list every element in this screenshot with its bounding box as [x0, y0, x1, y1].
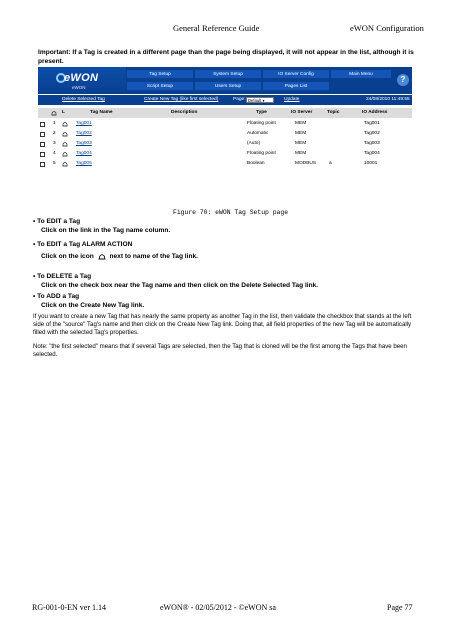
table-row	[38, 119, 412, 129]
table-row	[38, 159, 412, 169]
row-checkbox[interactable]	[40, 152, 45, 157]
col-description[interactable]: Description	[171, 110, 198, 115]
tag-type: (Auto)	[247, 141, 261, 146]
row-checkbox[interactable]	[40, 122, 45, 127]
page-select[interactable]: Default ▾	[246, 97, 274, 103]
tag-io-address: 10001	[364, 161, 378, 166]
add-tag-text: Click on the Create New Tag link.	[41, 302, 145, 309]
tag-type: Floating point	[247, 151, 276, 156]
tag-io-address: Tag003	[364, 141, 380, 146]
edit-tag-title: • To EDIT a Tag	[33, 218, 81, 225]
timestamp: 24/08/2010 11:49:55	[366, 97, 410, 102]
table-row	[38, 129, 412, 139]
delete-tag-text: Click on the check box near the Tag name and then click on the Delete Selected Tag link.	[41, 282, 319, 289]
add-tag-title: • To ADD a Tag	[33, 293, 80, 300]
help-icon[interactable]: ?	[397, 74, 409, 86]
row-number: 5	[53, 161, 56, 166]
nav-pages-list[interactable]: Pages List	[262, 81, 330, 91]
footer-doc-ref: RG-001-0-EN ver 1.14	[32, 603, 106, 612]
tag-io-server: MEM	[295, 131, 307, 136]
row-checkbox[interactable]	[40, 162, 45, 167]
row-number: 1	[53, 121, 56, 126]
page-label: Page:	[233, 97, 246, 102]
delete-selected-tag-link[interactable]: Delete Selected Tag	[62, 97, 105, 102]
edit-tag-section	[33, 217, 170, 235]
alarm-action-text-before: Click on the icon	[41, 253, 94, 260]
update-link[interactable]: Update	[284, 97, 300, 102]
alarm-action-icon[interactable]	[62, 141, 68, 147]
row-checkbox[interactable]	[40, 142, 45, 147]
figure-caption: Figure 70: eWON Tag Setup page	[173, 209, 289, 216]
tag-name-link[interactable]: Tag003	[76, 141, 92, 146]
table-row	[38, 139, 412, 149]
tag-io-server: MODBUS	[295, 161, 317, 166]
tag-name-link[interactable]: Tag005	[76, 161, 92, 166]
row-number: 3	[53, 141, 56, 146]
col-io-server[interactable]: IO Server	[291, 110, 313, 115]
tag-io-server: MEM	[295, 151, 307, 156]
nav-main-menu[interactable]: Main Menu	[330, 69, 392, 79]
row-number: 4	[53, 151, 56, 156]
tag-io-server: MEM	[295, 141, 307, 146]
table-row	[38, 149, 412, 159]
nav-system-setup[interactable]: System Setup	[194, 69, 262, 79]
col-type[interactable]: Type	[256, 110, 267, 115]
table-header	[38, 108, 412, 118]
alarm-action-icon[interactable]	[62, 161, 68, 167]
tag-name-link[interactable]: Tag001	[76, 121, 92, 126]
tag-setup-screenshot	[38, 67, 412, 175]
edit-tag-text: Click on the link in the Tag name column.	[41, 227, 171, 234]
tag-io-server: MEM	[295, 121, 307, 126]
tag-io-address: Tag001	[364, 121, 380, 126]
action-ribbon	[38, 95, 412, 105]
add-tag-section	[33, 292, 144, 310]
col-io-address[interactable]: IO Address	[362, 110, 388, 115]
nav-script-setup[interactable]: Script Setup	[126, 81, 194, 91]
alarm-action-line	[33, 252, 198, 261]
ewon-logo	[38, 67, 126, 94]
top-navigation-bar	[38, 67, 412, 94]
delete-tag-section	[33, 272, 318, 290]
logo-subtext: eWON	[72, 85, 86, 90]
page-select-value: Default	[248, 98, 262, 103]
col-l[interactable]: L	[62, 110, 65, 115]
tag-type: Boolean	[247, 161, 265, 166]
tag-io-address: Tag004	[364, 151, 380, 156]
tag-name-link[interactable]: Tag002	[76, 131, 92, 136]
footer-page-number: Page 77	[387, 603, 413, 612]
nav-users-setup[interactable]: Users Setup	[194, 81, 262, 91]
delete-tag-title: • To DELETE a Tag	[33, 273, 92, 280]
clone-tag-paragraph: If you want to create a new Tag that has nearly the same property as another Tag in the list, then validate the checkbox that stands at the left side of the "source" Tag's name and then click on the Create New Tag link. Doing that, all field properties of the new Tag will be automatically filled with the selected Tag's properties.	[33, 313, 412, 336]
footer-copyright: eWON® - 02/05/2012 - ©eWON sa	[160, 603, 276, 612]
tag-name-link[interactable]: Tag004	[76, 151, 92, 156]
logo-text: eWON	[64, 72, 99, 84]
tag-type: Automatic	[247, 131, 269, 136]
row-number: 2	[53, 131, 56, 136]
important-note: Important: If a Tag is created in a different page than the page being displayed, it will not appear in the list, although it is present.	[38, 49, 414, 65]
alarm-bell-icon	[51, 110, 57, 116]
nav-io-server-config[interactable]: IO Server Config	[262, 69, 330, 79]
alarm-action-icon[interactable]	[62, 131, 68, 137]
tag-io-address: Tag002	[364, 131, 380, 136]
alarm-action-title: • To EDIT a Tag ALARM ACTION	[33, 241, 133, 248]
alarm-action-icon[interactable]	[62, 151, 68, 157]
alarm-action-section	[33, 240, 198, 261]
row-checkbox[interactable]	[40, 132, 45, 137]
section-title: eWON Configuration	[350, 23, 424, 33]
document-title: General Reference Guide	[173, 23, 260, 33]
col-tag-name[interactable]: Tag Name	[90, 110, 113, 115]
nav-tag-setup[interactable]: Tag Setup	[126, 69, 194, 79]
tag-type: Floating point	[247, 121, 276, 126]
tag-topic: a	[329, 161, 332, 166]
col-topic[interactable]: Topic	[327, 110, 340, 115]
alarm-action-icon[interactable]	[62, 121, 68, 127]
alarm-bell-icon	[98, 253, 106, 260]
alarm-action-text-after: next to name of the Tag link.	[109, 253, 198, 260]
create-new-tag-link[interactable]: Create New Tag (like first selected)	[144, 97, 219, 102]
first-selected-note: Note: "the first selected" means that if several Tags are selected, then the Tag that is cloned will be the first among the Tags that have been selected.	[33, 343, 407, 358]
